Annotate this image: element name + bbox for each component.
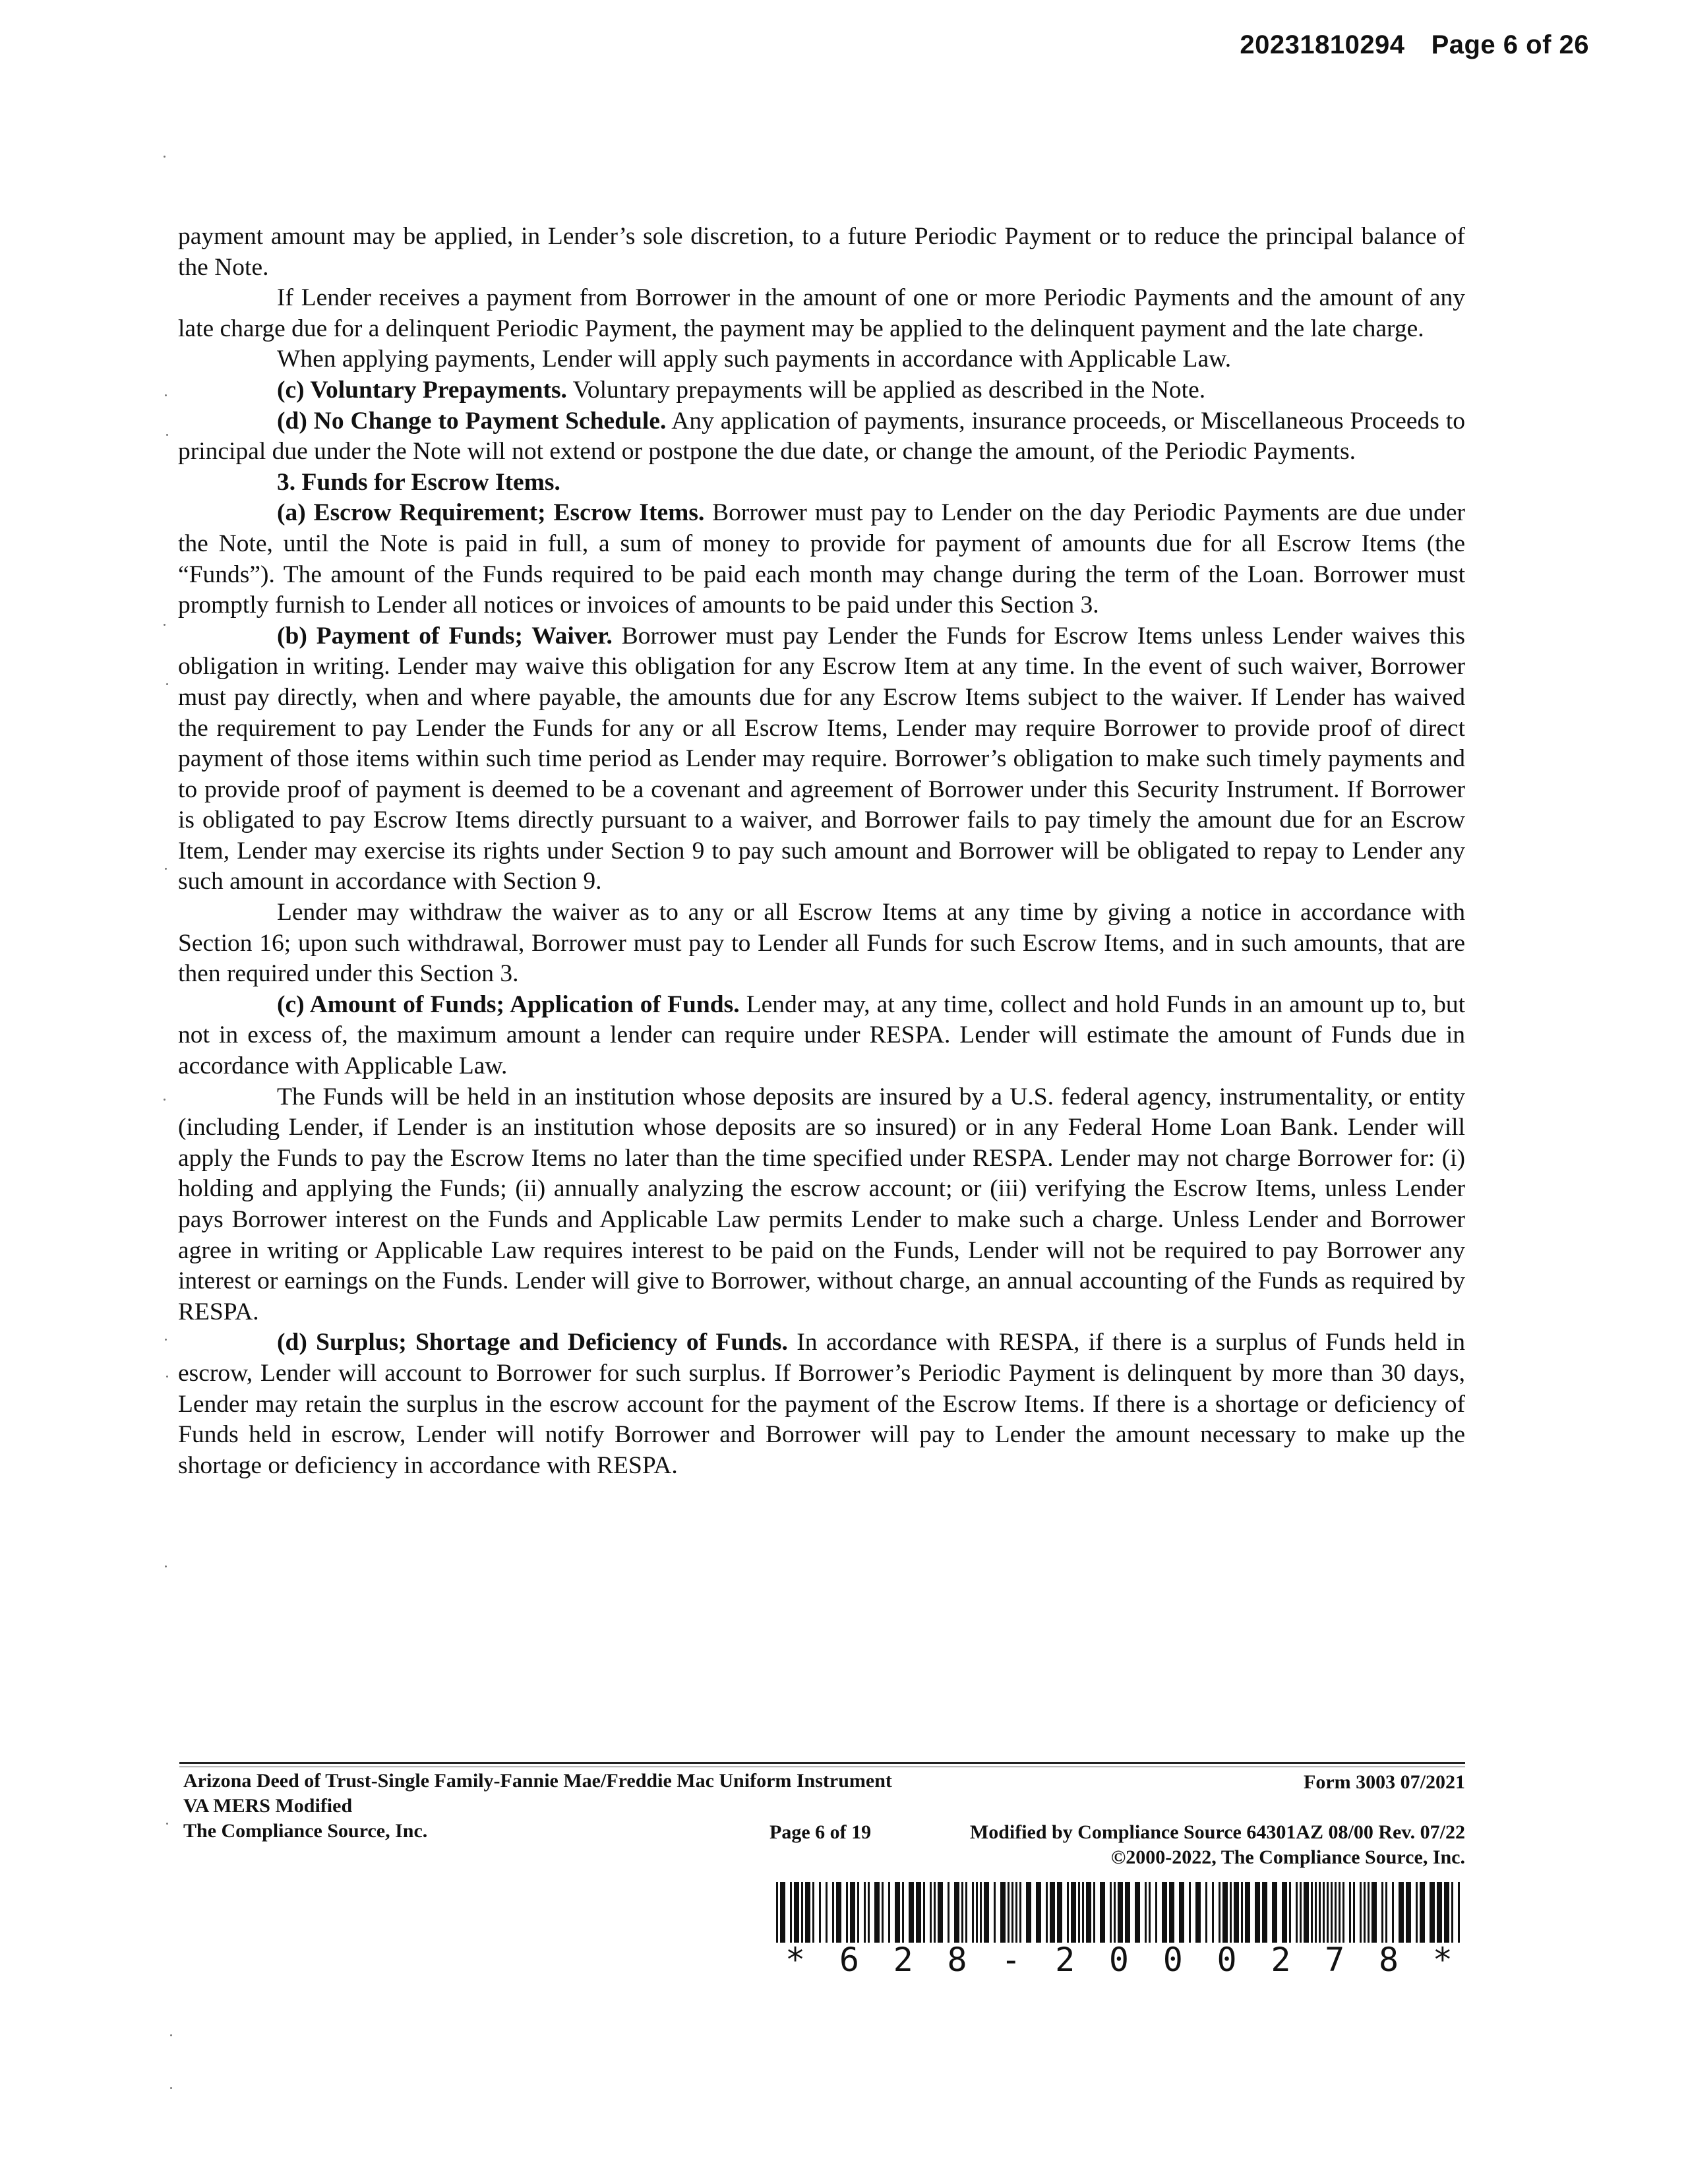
barcode-bar (864, 1882, 866, 1943)
footer-modifier: VA MERS Modified (183, 1795, 353, 1817)
barcode-bar (1110, 1882, 1112, 1943)
barcode-bar (1323, 1882, 1325, 1943)
barcode-bar (902, 1882, 904, 1943)
scan-speck (164, 1099, 166, 1101)
barcode-bar (965, 1882, 967, 1943)
barcode-bar (1430, 1882, 1435, 1943)
barcode-bar (1315, 1882, 1317, 1943)
barcode-char: 0 (1217, 1941, 1237, 1979)
barcode-bar (812, 1882, 814, 1943)
barcode-bar (961, 1882, 963, 1943)
document-body (178, 222, 1465, 1481)
barcode-bar (1205, 1882, 1207, 1943)
barcode-bar (1046, 1882, 1048, 1943)
barcode-bar (895, 1882, 900, 1943)
barcode-bar (1331, 1882, 1333, 1943)
barcode-bar (1219, 1882, 1221, 1943)
section-text: Any application of payments, insurance proceeds, or Miscellaneous Proceeds to principal due under the Note will not extend or postpone the due date, or change the amount, of the Periodic Payments. (178, 407, 1465, 466)
barcode-bar (1289, 1882, 1291, 1943)
barcode-bar (909, 1882, 914, 1943)
barcode-bar (1057, 1882, 1062, 1943)
recording-header (1240, 30, 1589, 60)
section-payment-of-funds-waiver (178, 621, 1465, 897)
barcode-bar (954, 1882, 959, 1943)
footer-divider (179, 1762, 1465, 1764)
barcode-bar (1420, 1882, 1425, 1943)
section-heading: (c) Amount of Funds; Application of Funds. (277, 990, 740, 1018)
paragraph-continuation: payment amount may be applied, in Lender’s sole discretion, to a future Periodic Payment or to reduce the principal balance of the Note. (178, 223, 1465, 281)
footer-form-number: Form 3003 07/2021 (1304, 1771, 1465, 1793)
barcode-bar (1093, 1882, 1095, 1943)
barcode-bar (1050, 1882, 1055, 1943)
scan-speck (170, 2034, 172, 2036)
barcode-bar (780, 1882, 785, 1943)
barcode-bar (972, 1882, 974, 1943)
barcode-bar (1381, 1882, 1383, 1943)
footer-modified-by: Modified by Compliance Source 64301AZ 08/00 Rev. 07/22 (969, 1821, 1465, 1843)
barcode-char: 2 (1271, 1941, 1291, 1979)
barcode-bar (1114, 1882, 1116, 1943)
barcode-bar (1353, 1882, 1355, 1943)
footer-form-title: Arizona Deed of Trust-Single Family-Fannie Mae/Freddie Mac Uniform Instrument (183, 1770, 892, 1792)
barcode-bar (857, 1882, 859, 1943)
barcode-bar (1458, 1882, 1460, 1943)
barcode-bar (934, 1882, 936, 1943)
barcode-bar (1026, 1882, 1031, 1943)
section-heading: (a) Escrow Requirement; Escrow Items. (277, 499, 705, 527)
barcode-bar (1145, 1882, 1147, 1943)
barcode-char: * (785, 1941, 806, 1979)
barcode-bar (1339, 1882, 1341, 1943)
scan-speck (166, 683, 168, 685)
barcode-bar (832, 1882, 834, 1943)
barcode-bar (994, 1882, 996, 1943)
barcode-text (776, 1941, 1462, 1978)
barcode-bar (1019, 1882, 1021, 1943)
barcode-char: 2 (893, 1941, 913, 1979)
barcode-bar (1364, 1882, 1366, 1943)
barcode-bar (1451, 1882, 1453, 1943)
section-amount-of-funds (178, 990, 1465, 1082)
section-text: Borrower must pay to Lender on the day Periodic Payments are due under the Note, until the Note is paid in full, a sum of money to provide for payment of amounts due for all Escrow Items (the “Funds”). The amount of the Funds required to be paid each month may change during the term of the Loan. Borrower must promptly furnish to Lender all notices or invoices of amounts to be paid under this Section 3. (178, 499, 1466, 619)
scan-speck (164, 624, 166, 626)
scan-speck (164, 156, 166, 158)
paragraph-withdraw-waiver: Lender may withdraw the waiver as to any or all Escrow Items at any time by giving a notice in accordance with Section 16; upon such withdrawal, Borrower must pay to Lender all Funds for such Escrow Items, and in such amounts, that are then required under this Section 3. (178, 899, 1465, 988)
scan-speck (165, 1565, 167, 1567)
barcode-bar (836, 1882, 841, 1943)
barcode-bar (888, 1882, 890, 1943)
barcode-bar (1304, 1882, 1309, 1943)
barcode-bar (1296, 1882, 1298, 1943)
barcode-bar (1319, 1882, 1321, 1943)
barcode-bar (1230, 1882, 1232, 1943)
scan-speck (166, 434, 168, 436)
barcode-bar (776, 1882, 778, 1943)
section-surplus-shortage (178, 1327, 1465, 1481)
barcode-bar (1100, 1882, 1105, 1943)
section-voluntary-prepayments (178, 375, 1465, 406)
barcode-bar (1282, 1882, 1287, 1943)
barcode-bar (874, 1882, 880, 1943)
barcode-bar (1335, 1882, 1337, 1943)
barcode-bar (923, 1882, 925, 1943)
barcode-bar (882, 1882, 884, 1943)
footer-modification (970, 1820, 1465, 1870)
section-text: Borrower must pay Lender the Funds for Escrow Items unless Lender waives this obligation in writing. Lender may waive this obligation for any Escrow Item at any time. In the event of such waiver, Borrower must pay directly, when and where payable, the amounts due for any Escrow Items subject to the waiver. If Lender has waived the requirement to pay Lender the Funds for any or all Escrow Items, Lender may require Borrower to provide proof of direct payment of those items within such time period as Lender may require. Borrower’s obligation to make such timely payments and to provide proof of payment is deemed to be a covenant and agreement of Borrower under this Security Instrument. If Borrower is obligated to pay Escrow Items directly pursuant to a waiver, and Borrower fails to pay timely the amount due for an Escrow Item, Lender may exercise its rights under Section 9 to pay such amount and Borrower will be obligated to repay to Lender any such amount in accordance with Section 9. (178, 622, 1465, 895)
barcode-char: 7 (1325, 1941, 1345, 1979)
barcode-bar (1189, 1882, 1191, 1943)
section-no-change-payment-schedule (178, 406, 1465, 468)
barcode-bar (1222, 1882, 1228, 1943)
barcode-bar (976, 1882, 978, 1943)
section-heading: (b) Payment of Funds; Waiver. (277, 622, 613, 650)
barcode-bar (1036, 1882, 1041, 1943)
recording-number: 20231810294 (1240, 30, 1405, 59)
barcode-bar (850, 1882, 855, 1943)
barcode-bar (948, 1882, 950, 1943)
barcode-bar (1162, 1882, 1167, 1943)
scan-speck (166, 1376, 168, 1378)
barcode-bar (1241, 1882, 1243, 1943)
barcode-bar (1437, 1882, 1442, 1943)
barcode-bar (1082, 1882, 1084, 1943)
barcode-bar (980, 1882, 982, 1943)
section-escrow-requirement (178, 498, 1465, 621)
section-text: In accordance with RESPA, if there is a surplus of Funds held in escrow, Lender will account to Borrower for such surplus. If Borrower’s Periodic Payment is delinquent by more than 30 days, Lender may retain the surplus in the escrow account for the payment of the Escrow Items. If there is a shortage or deficiency of Funds held in escrow, Lender will notify Borrower and Borrower will pay to Lender the amount necessary to make up the shortage or deficiency in accordance with RESPA. (178, 1329, 1465, 1479)
scan-speck (165, 1339, 167, 1341)
scan-speck (170, 2087, 172, 2089)
footer-copyright: ©2000-2022, The Compliance Source, Inc. (1110, 1846, 1465, 1868)
barcode-bar (1212, 1882, 1214, 1943)
barcode (776, 1882, 1462, 1943)
footer-company: The Compliance Source, Inc. (183, 1820, 428, 1842)
barcode-bar (1272, 1882, 1277, 1943)
barcode-bar (1399, 1882, 1404, 1943)
barcode-bar (1262, 1882, 1267, 1943)
barcode-char: 2 (1055, 1941, 1075, 1979)
barcode-bar (1179, 1882, 1184, 1943)
section-3-heading (178, 468, 1465, 499)
barcode-bar (1360, 1882, 1362, 1943)
section-heading: (c) Voluntary Prepayments. (277, 376, 567, 404)
barcode-bar (1372, 1882, 1377, 1943)
barcode-char: - (1001, 1941, 1021, 1979)
barcode-bar (1125, 1882, 1130, 1943)
barcode-char: 8 (947, 1941, 967, 1979)
barcode-char: 6 (839, 1941, 859, 1979)
paragraph-applicable-law: When applying payments, Lender will apply such payments in accordance with Applicable Law. (277, 346, 1232, 373)
barcode-bar (1349, 1882, 1351, 1943)
barcode-bar (1255, 1882, 1260, 1943)
section-heading: 3. Funds for Escrow Items. (277, 468, 560, 496)
footer-page-number: Page 6 of 19 (769, 1821, 872, 1843)
barcode-bar (1327, 1882, 1329, 1943)
barcode-bar (984, 1882, 989, 1943)
barcode-char: * (1432, 1941, 1453, 1979)
barcode-bar (1416, 1882, 1418, 1943)
barcode-bar (1067, 1882, 1069, 1943)
barcode-bar (868, 1882, 870, 1943)
barcode-bar (1155, 1882, 1157, 1943)
barcode-bar (1406, 1882, 1411, 1943)
scan-speck (165, 868, 167, 870)
barcode-char: 0 (1162, 1941, 1183, 1979)
barcode-bar (1195, 1882, 1201, 1943)
barcode-bar (1015, 1882, 1017, 1943)
section-text: Voluntary prepayments will be applied as described in the Note. (566, 376, 1206, 404)
paragraph-late-charge: If Lender receives a payment from Borrower in the amount of one or more Periodic Payments and the amount of any late charge due for a delinquent Periodic Payment, the payment may be applied to the delinquent payment and the late charge. (178, 284, 1465, 342)
barcode-bar (1000, 1882, 1006, 1943)
barcode-bar (846, 1882, 848, 1943)
paragraph-funds-held: The Funds will be held in an institution whose deposits are insured by a U.S. federal agency, instrumentality, or entity (including Lender, if Lender is an institution whose deposits are so insured) or in any Federal Home Loan Bank. Lender will apply the Funds to pay the Escrow Items no later than the time specified under RESPA. Lender may not charge Borrower for: (i) holding and applying the Funds; (ii) annually analyzing the escrow account; or (iii) verifying the Escrow Items, unless Lender pays Borrower interest on the Funds and Applicable Law permits Lender to make such a charge. Unless Lender and Borrower agree in writing or Applicable Law requires interest to be paid on the Funds, Lender will not be required to pay Borrower any interest or earnings on the Funds. Lender will give to Borrower, without charge, an annual accounting of the Funds as required by RESPA. (178, 1083, 1465, 1325)
barcode-bar (1234, 1882, 1239, 1943)
scan-speck (165, 394, 167, 396)
barcode-bar (794, 1882, 799, 1943)
barcode-bar (1311, 1882, 1313, 1943)
barcode-bar (916, 1882, 921, 1943)
barcode-bar (819, 1882, 821, 1943)
barcode-bar (1368, 1882, 1370, 1943)
barcode-bar (1444, 1882, 1449, 1943)
barcode-bar (1385, 1882, 1387, 1943)
barcode-bar (790, 1882, 792, 1943)
barcode-bar (1300, 1882, 1302, 1943)
recording-page-label: Page 6 of 26 (1431, 30, 1589, 59)
section-heading: (d) Surplus; Shortage and Deficiency of Funds. (277, 1329, 788, 1356)
barcode-bar (1086, 1882, 1091, 1943)
barcode-bar (801, 1882, 803, 1943)
scan-speck (166, 1823, 168, 1825)
barcode-bar (826, 1882, 828, 1943)
barcode-bar (1392, 1882, 1394, 1943)
barcode-bar (1149, 1882, 1151, 1943)
barcode-bar (1078, 1882, 1080, 1943)
section-text: Lender may, at any time, collect and hold Funds in an amount up to, but not in excess of, the maximum amount a lender can require under RESPA. Lender will estimate the amount of Funds due in accordance with Applicable Law. (178, 990, 1465, 1080)
section-heading: (d) No Change to Payment Schedule. (277, 407, 667, 435)
barcode-bar (1245, 1882, 1250, 1943)
barcode-bar (1118, 1882, 1123, 1943)
barcode-bar (805, 1882, 810, 1943)
barcode-bar (1071, 1882, 1076, 1943)
barcode-bar (1169, 1882, 1174, 1943)
barcode-bar (1342, 1882, 1344, 1943)
barcode-char: 8 (1378, 1941, 1399, 1979)
barcode-bar (1008, 1882, 1010, 1943)
barcode-bar (938, 1882, 943, 1943)
barcode-bar (930, 1882, 932, 1943)
barcode-bar (1135, 1882, 1140, 1943)
barcode-char: 0 (1108, 1941, 1129, 1979)
barcode-bar (1011, 1882, 1013, 1943)
